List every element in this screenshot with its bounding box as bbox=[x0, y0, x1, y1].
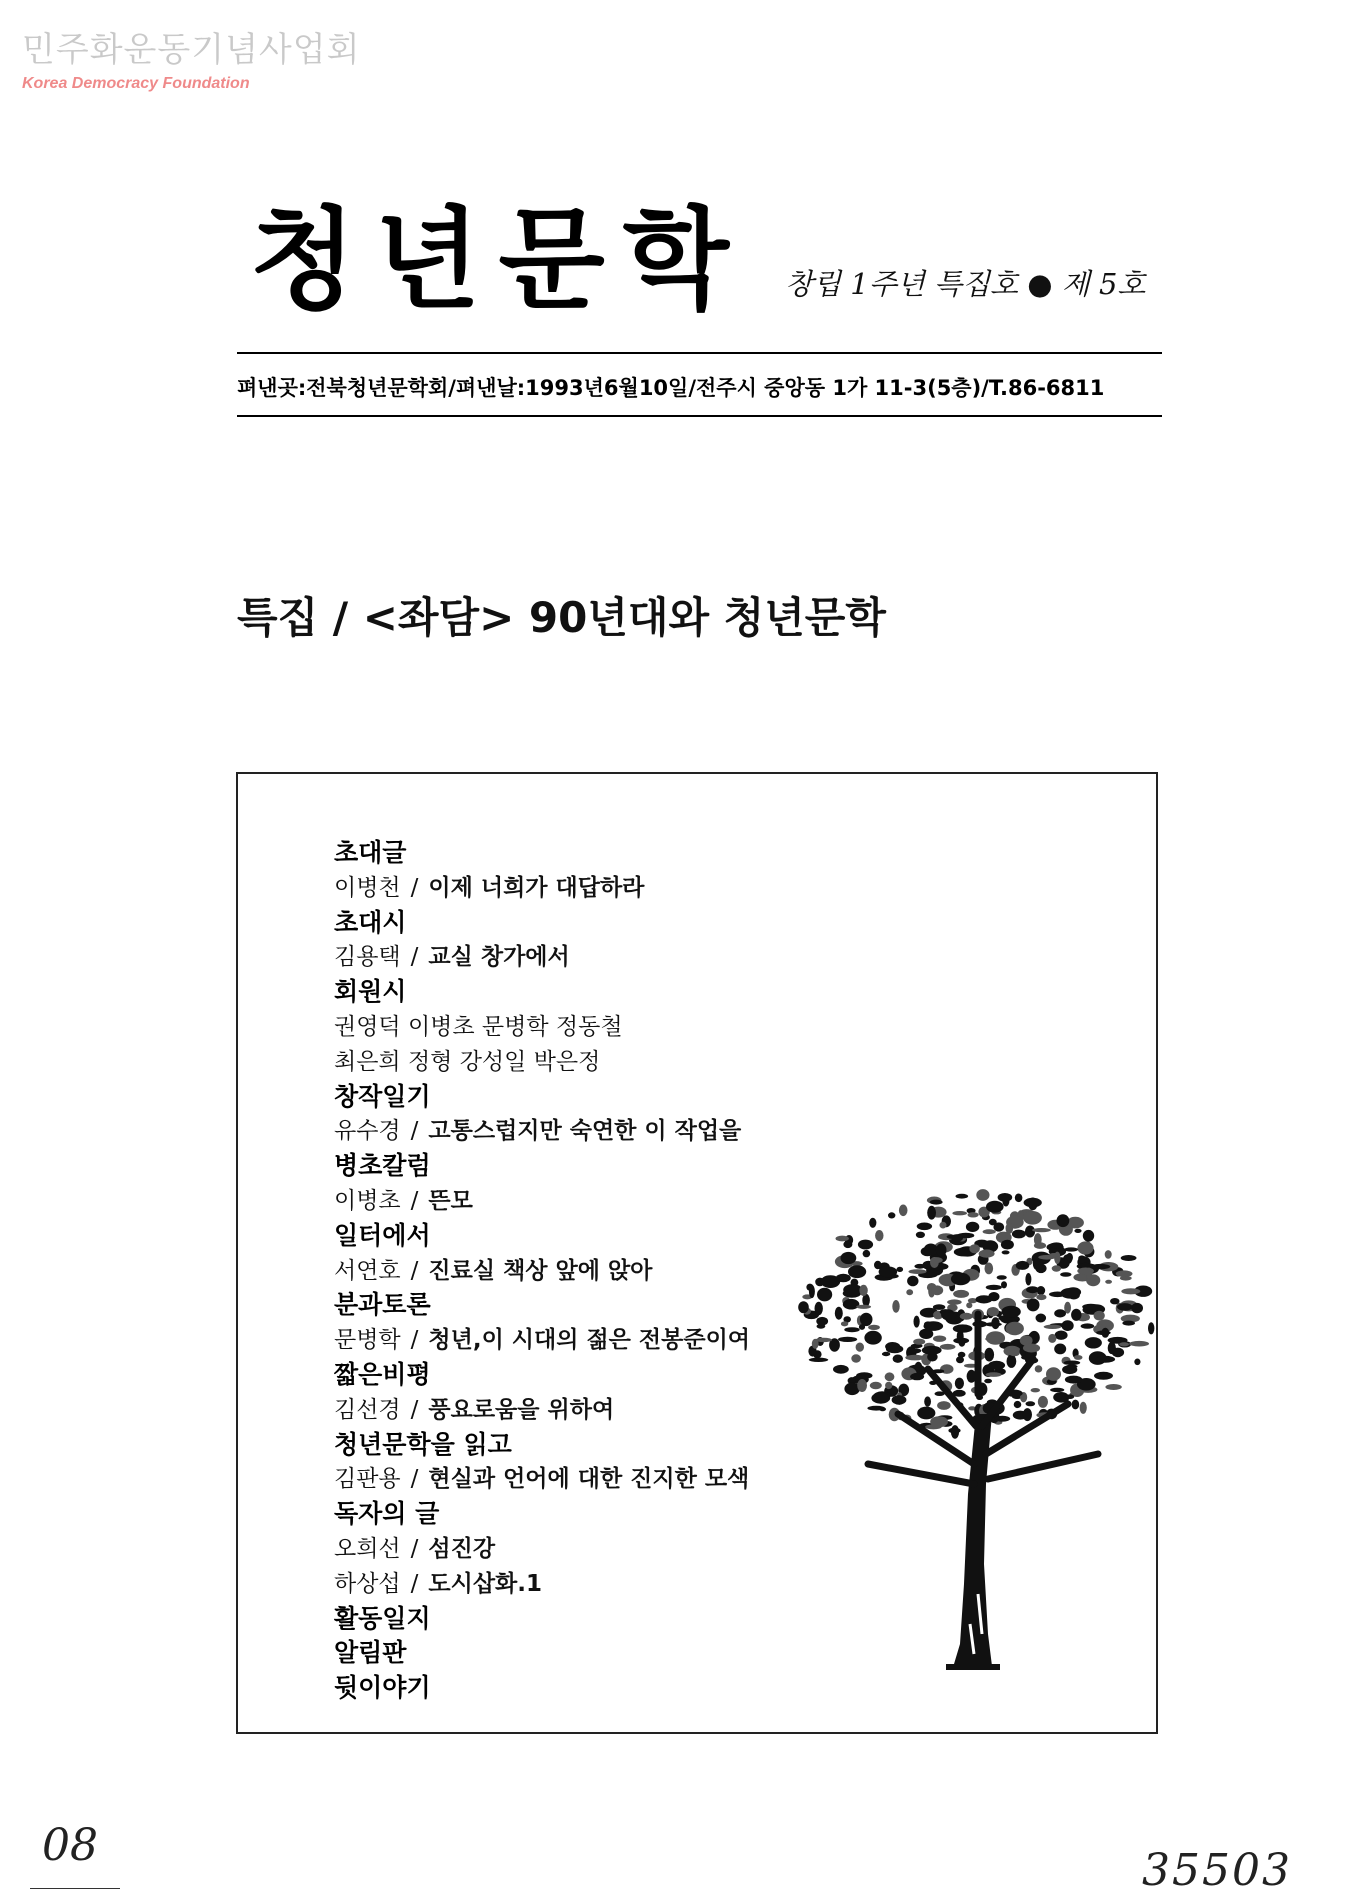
toc-section-heading: 활동일지 bbox=[334, 1603, 431, 1633]
handwritten-archive-number: 35503 bbox=[1142, 1845, 1292, 1896]
watermark bbox=[22, 22, 360, 93]
toc-title: 섬진강 bbox=[428, 1535, 496, 1562]
toc-separator: / bbox=[410, 1257, 419, 1284]
toc-entry bbox=[334, 1462, 854, 1497]
toc-entry bbox=[334, 1254, 854, 1289]
toc-title: 이제 너희가 대답하라 bbox=[428, 874, 645, 901]
toc-section-heading: 알림판 bbox=[334, 1638, 407, 1668]
tree-illustration bbox=[778, 1164, 1158, 1684]
toc-author: 이병천 bbox=[334, 874, 401, 901]
toc-author: 이병초 bbox=[334, 1187, 401, 1214]
toc-section-heading: 일터에서 bbox=[334, 1220, 431, 1250]
toc-entry bbox=[334, 1114, 854, 1149]
toc-section-heading: 초대시 bbox=[334, 907, 407, 937]
toc-title: 풍요로움을 위하여 bbox=[428, 1396, 615, 1423]
toc-section-heading: 분과토론 bbox=[334, 1290, 431, 1320]
toc-author: 김선경 bbox=[334, 1396, 401, 1423]
handwritten-underline bbox=[30, 1888, 120, 1889]
toc-entry bbox=[334, 1393, 854, 1428]
toc-author: 오희선 bbox=[334, 1535, 401, 1562]
toc-author: 서연호 bbox=[334, 1257, 401, 1284]
handwritten-note-left: 08 bbox=[42, 1820, 98, 1871]
toc-separator: / bbox=[410, 1187, 419, 1214]
toc-separator: / bbox=[410, 1570, 419, 1597]
toc-member-names: 권영덕 이병초 문병학 정동철 bbox=[334, 1013, 623, 1040]
watermark-english: Korea Democracy Foundation bbox=[22, 75, 250, 92]
toc-title: 도시삽화.1 bbox=[428, 1570, 543, 1597]
toc-section-heading: 뒷이야기 bbox=[334, 1673, 431, 1703]
toc-title: 현실과 언어에 대한 진지한 모색 bbox=[428, 1466, 750, 1493]
toc-section-heading: 창작일기 bbox=[334, 1081, 431, 1111]
magazine-title: 청년문학 bbox=[250, 195, 748, 324]
toc-entry bbox=[334, 1323, 854, 1358]
toc-author: 김판용 bbox=[334, 1466, 401, 1493]
toc-title: 고통스럽지만 숙연한 이 작업을 bbox=[428, 1118, 742, 1145]
toc-separator: / bbox=[410, 944, 419, 971]
toc-entry bbox=[334, 940, 854, 975]
toc-separator: / bbox=[410, 1118, 419, 1145]
watermark-korean: 민주화운동기념사업회 bbox=[22, 30, 361, 70]
toc-separator: / bbox=[410, 1396, 419, 1423]
toc-title: 교실 창가에서 bbox=[428, 944, 570, 971]
toc-entry bbox=[334, 1010, 854, 1045]
special-feature-heading: 특집 / <좌담> 90년대와 청년문학 bbox=[237, 593, 886, 642]
toc-section-heading: 짧은비평 bbox=[334, 1359, 431, 1389]
toc-separator: / bbox=[410, 1535, 419, 1562]
toc-author: 김용택 bbox=[334, 944, 401, 971]
issue-subtitle: 창립 1주년 특집호 ● 제 5호 bbox=[785, 267, 1146, 301]
toc-title: 청년,이 시대의 젊은 전봉준이여 bbox=[428, 1327, 750, 1354]
toc-section-heading: 병초칼럼 bbox=[334, 1151, 431, 1181]
toc-member-names: 최은희 정형 강성일 박은정 bbox=[334, 1048, 601, 1075]
masthead bbox=[250, 195, 1165, 340]
toc-author: 유수경 bbox=[334, 1118, 401, 1145]
toc-entry bbox=[334, 871, 854, 906]
toc-title: 진료실 책상 앞에 앉아 bbox=[428, 1257, 653, 1284]
toc-section-heading: 청년문학을 읽고 bbox=[334, 1429, 512, 1459]
toc-section-heading: 회원시 bbox=[334, 977, 407, 1007]
toc-title: 뜬모 bbox=[428, 1187, 473, 1214]
bottom-rule bbox=[237, 415, 1162, 417]
toc-section-heading: 독자의 글 bbox=[334, 1499, 440, 1529]
toc-entry bbox=[334, 1567, 854, 1602]
toc-separator: / bbox=[410, 874, 419, 901]
table-of-contents-box bbox=[236, 772, 1158, 1734]
toc-author: 문병학 bbox=[334, 1327, 401, 1354]
top-rule bbox=[237, 352, 1162, 354]
table-of-contents bbox=[334, 836, 854, 1706]
toc-section-heading: 초대글 bbox=[334, 838, 407, 867]
toc-entry bbox=[334, 1532, 854, 1567]
publication-info: 펴낸곳:전북청년문학회/펴낸날:1993년6월10일/전주시 중앙동 1가 11-3(5층)/T.86-6811 bbox=[237, 376, 1105, 400]
toc-separator: / bbox=[410, 1327, 419, 1354]
toc-entry bbox=[334, 1045, 854, 1080]
toc-entry bbox=[334, 1184, 854, 1219]
toc-author: 하상섭 bbox=[334, 1570, 401, 1597]
toc-separator: / bbox=[410, 1466, 419, 1493]
